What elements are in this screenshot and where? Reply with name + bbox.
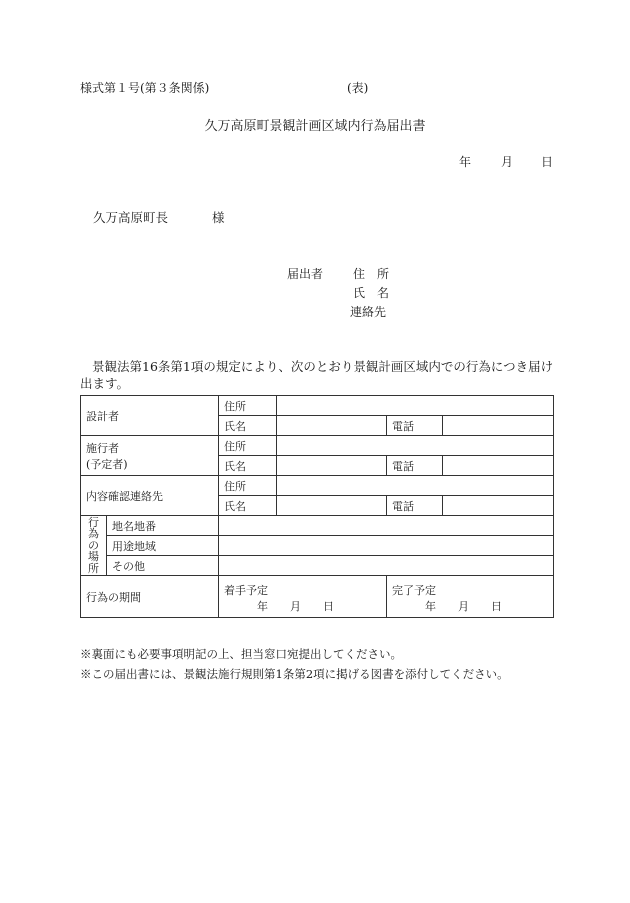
notifier-address-label: 住 所 [353, 267, 390, 281]
location-char-4: 場 [88, 550, 99, 564]
constructor-phone-field[interactable] [443, 456, 554, 476]
date-day: 日 [541, 155, 554, 169]
date-year: 年 [459, 155, 472, 169]
designer-address-field[interactable] [277, 396, 554, 416]
constructor-row [81, 436, 554, 456]
contact-phone-field[interactable] [443, 496, 554, 516]
start-planned-cell[interactable] [219, 576, 387, 618]
location-char-5: 所 [88, 561, 99, 575]
land-use-label: 用途地域 [107, 536, 219, 556]
location-char-3: の [88, 538, 99, 552]
location-char-2: 為 [88, 527, 99, 541]
designer-phone-label: 電話 [387, 416, 443, 436]
document-title: 久万高原町景観計画区域内行為届出書 [204, 119, 426, 134]
start-planned-date: 年 月 日 [257, 600, 334, 613]
notes [80, 644, 509, 684]
other-row [81, 556, 554, 576]
designer-name-field[interactable] [277, 416, 387, 436]
end-planned-date: 年 月 日 [425, 600, 502, 613]
contact-name-field[interactable] [277, 496, 387, 516]
end-planned-label: 完了予定 [392, 584, 436, 597]
side-label: (表) [347, 81, 369, 95]
constructor-label-line2: (予定者) [86, 457, 128, 471]
location-char-1: 行 [88, 515, 99, 529]
contact-row [81, 476, 554, 496]
notifier-name-label: 氏 名 [353, 286, 390, 300]
contact-address-label: 住所 [219, 476, 277, 496]
notifier-label: 届出者 [287, 267, 324, 281]
constructor-phone-label: 電話 [387, 456, 443, 476]
constructor-label [81, 436, 219, 476]
land-use-field[interactable] [219, 536, 554, 556]
designer-phone-field[interactable] [443, 416, 554, 436]
lot-number-label: 地名地番 [107, 516, 219, 536]
contact-label: 内容確認連絡先 [81, 476, 219, 516]
notifier-contact-label: 連絡先 [350, 305, 387, 319]
addressee-honorific: 様 [212, 210, 225, 225]
other-label: その他 [107, 556, 219, 576]
designer-address-label: 住所 [219, 396, 277, 416]
contact-name-label: 氏名 [219, 496, 277, 516]
notification-table [80, 395, 554, 618]
designer-name-label: 氏名 [219, 416, 277, 436]
contact-address-field[interactable] [277, 476, 554, 496]
period-label: 行為の期間 [81, 576, 219, 618]
lot-row [81, 516, 554, 536]
body-text: 景観法第16条第1項の規定により、次のとおり景観計画区域内での行為につき届け出ます。 [80, 359, 554, 391]
constructor-name-label: 氏名 [219, 456, 277, 476]
constructor-name-field[interactable] [277, 456, 387, 476]
end-planned-cell[interactable] [387, 576, 554, 618]
land-use-row [81, 536, 554, 556]
addressee: 久万高原町長 [93, 210, 169, 225]
constructor-address-label: 住所 [219, 436, 277, 456]
constructor-label-line1: 施行者 [86, 441, 119, 455]
period-row [81, 576, 554, 618]
note-1: ※裏面にも必要事項明記の上、担当窓口宛提出してください。 [80, 647, 402, 661]
designer-label: 設計者 [81, 396, 219, 436]
date-month: 月 [501, 155, 514, 169]
start-planned-label: 着手予定 [224, 584, 268, 597]
designer-row [81, 396, 554, 416]
form-number: 様式第１号(第３条関係) [80, 81, 210, 95]
lot-number-field[interactable] [219, 516, 554, 536]
note-2: ※この届出書には、景観法施行規則第1条第2項に掲げる図書を添付してください。 [80, 667, 509, 681]
constructor-address-field[interactable] [277, 436, 554, 456]
other-field[interactable] [219, 556, 554, 576]
location-label [81, 516, 107, 576]
contact-phone-label: 電話 [387, 496, 443, 516]
